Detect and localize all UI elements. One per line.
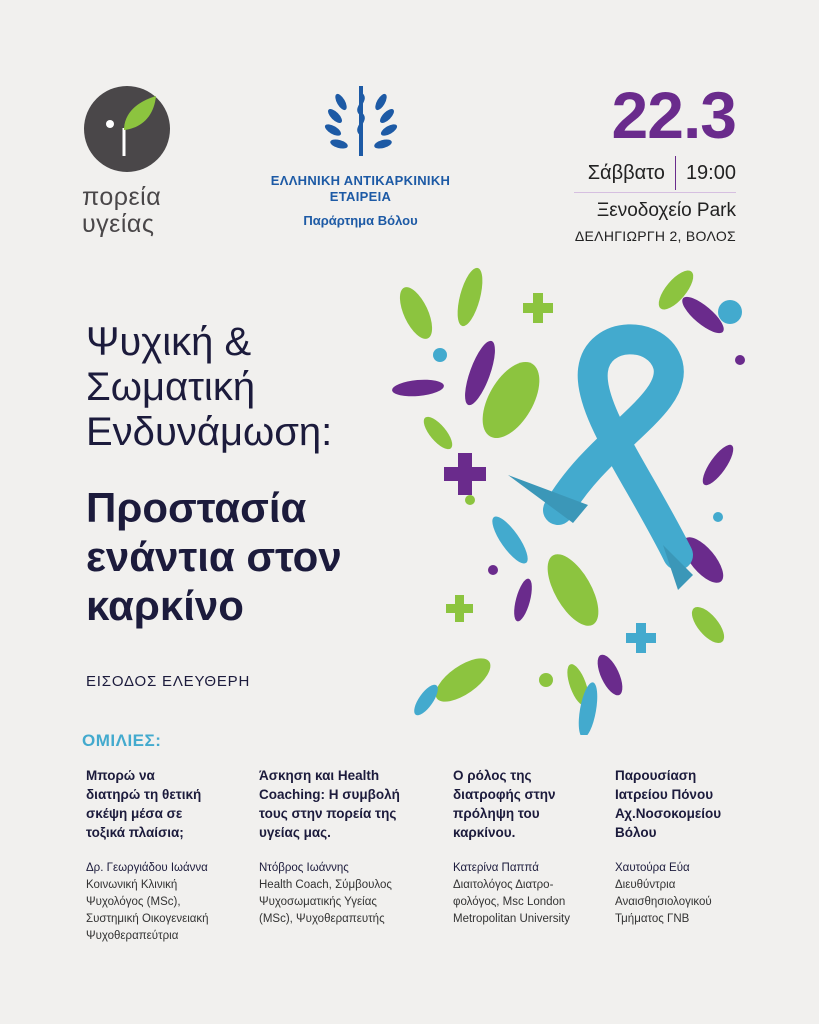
talk-title-line: τους στην πορεία της bbox=[259, 806, 397, 821]
speaker-name: Κατερίνα Παππά bbox=[453, 862, 539, 874]
talk-column bbox=[86, 766, 256, 945]
plus-icon bbox=[626, 623, 656, 653]
ribbon-illustration bbox=[378, 255, 778, 735]
venue-block bbox=[575, 200, 736, 244]
leaf-icon bbox=[487, 512, 534, 568]
role-line: Health Coach, Σύμβουλος bbox=[259, 879, 392, 891]
headline-bold-line-1: Προστασία bbox=[86, 484, 307, 531]
speaker-name: Χαυτούρα Εύα bbox=[615, 862, 690, 874]
leaf-icon bbox=[410, 681, 442, 719]
role-line: Ψυχοσωματικής Υγείας bbox=[259, 896, 377, 908]
role-line: φολόγος, Msc London bbox=[453, 896, 566, 908]
role-line: Διαιτολόγος Διατρο- bbox=[453, 879, 554, 891]
leaf-logo-icon bbox=[84, 86, 170, 172]
talk-title-line: Ιατρείου Πόνου bbox=[615, 787, 714, 802]
divider bbox=[675, 156, 676, 190]
role-line: Ψυχοθεραπεύτρια bbox=[86, 930, 179, 942]
talk-column bbox=[453, 766, 623, 928]
venue-name: Ξενοδοχείο Park bbox=[596, 200, 736, 221]
logo-line-1: πορεία bbox=[82, 183, 162, 211]
logo-text bbox=[80, 184, 190, 238]
talk-column bbox=[615, 766, 765, 928]
poreia-ygeias-logo bbox=[80, 86, 190, 238]
talk-title-line: διατροφής στην bbox=[453, 787, 556, 802]
talk-title-line: Παρουσίαση bbox=[615, 768, 697, 783]
speaker-role bbox=[453, 877, 623, 928]
hellenic-cancer-society-logo bbox=[258, 82, 463, 228]
leaf-icon bbox=[593, 651, 628, 698]
speaker-name: Δρ. Γεωργιάδου Ιωάννα bbox=[86, 862, 208, 874]
society-name bbox=[258, 173, 463, 205]
underline bbox=[574, 192, 736, 193]
role-line: Συστημική Οικογενειακή bbox=[86, 913, 209, 925]
talk-title bbox=[453, 766, 623, 848]
event-time: 19:00 bbox=[685, 161, 736, 184]
headline-line-2: Σωματική bbox=[86, 365, 256, 409]
talk-title-line: Ο ρόλος της bbox=[453, 768, 532, 783]
event-day: Σάββατο bbox=[587, 161, 665, 184]
free-entry-label: ΕΙΣΟΔΟΣ ΕΛΕΥΘΕΡΗ bbox=[86, 673, 251, 690]
day-time-row bbox=[561, 156, 736, 190]
talks-title: ΟΜΙΛΙΕΣ: bbox=[82, 731, 162, 750]
talk-title-line: καρκίνου. bbox=[453, 825, 516, 840]
talk-title bbox=[259, 766, 429, 848]
headline-bold bbox=[86, 483, 426, 630]
talk-title bbox=[615, 766, 765, 848]
talk-title-line: πρόληψη του bbox=[453, 806, 540, 821]
talk-title-line: Μπορώ να bbox=[86, 768, 155, 783]
talk-column bbox=[259, 766, 429, 928]
talk-title-line: σκέψη μέσα σε bbox=[86, 806, 183, 821]
role-line: Αναισθησιολογικού bbox=[615, 896, 712, 908]
logo-line-2: υγείας bbox=[82, 210, 155, 238]
speaker-name: Ντόβρος Ιωάννης bbox=[259, 862, 349, 874]
leaf-icon bbox=[393, 283, 438, 344]
role-line: Κοινωνική Κλινική bbox=[86, 879, 178, 891]
headline-bold-line-2: ενάντια στον bbox=[86, 533, 342, 580]
headline-line-3: Ενδυνάμωση: bbox=[86, 410, 333, 454]
leaf-icon bbox=[453, 265, 488, 328]
speaker-role bbox=[615, 877, 765, 928]
talk-title-line: Coaching: Η συμβολή bbox=[259, 787, 400, 802]
leaf-icon bbox=[419, 413, 457, 454]
society-name-line-1: ΕΛΛΗΝΙΚΗ ΑΝΤΙΚΑΡΚΙΝΙΚΗ bbox=[270, 173, 451, 188]
headline-light bbox=[86, 320, 416, 455]
role-line: (MSc), Ψυχοθεραπευτής bbox=[259, 913, 385, 925]
role-line: Ψυχολόγος (MSc), bbox=[86, 896, 181, 908]
speaker-role bbox=[259, 877, 429, 928]
branch-name: Παράρτημα Βόλου bbox=[303, 213, 418, 228]
laurel-staff-icon bbox=[311, 82, 411, 164]
role-line: Metropolitan University bbox=[453, 913, 570, 925]
plus-icon bbox=[523, 293, 553, 323]
talk-title-line: τοξικά πλαίσια; bbox=[86, 825, 184, 840]
leaf-icon bbox=[537, 546, 608, 633]
talk-title bbox=[86, 766, 256, 848]
leaf-icon bbox=[429, 650, 497, 710]
plus-icon bbox=[446, 595, 473, 622]
talk-title-line: Βόλου bbox=[615, 825, 657, 840]
plus-icon bbox=[444, 453, 486, 495]
speaker-role bbox=[86, 877, 256, 945]
headline-line-1: Ψυχική & bbox=[86, 320, 252, 364]
talk-title-line: διατηρώ τη θετική bbox=[86, 787, 202, 802]
venue-address: ΔΕΛΗΓΙΩΡΓΗ 2, ΒΟΛΟΣ bbox=[574, 228, 736, 244]
event-date: 22.3 bbox=[611, 78, 736, 152]
headline-bold-line-3: καρκίνο bbox=[86, 582, 244, 629]
leaf-icon bbox=[511, 577, 536, 623]
leaf-icon bbox=[698, 441, 739, 489]
role-line: Τμήματος ΓΝΒ bbox=[615, 913, 690, 925]
event-date-block bbox=[561, 80, 736, 193]
talk-title-line: υγείας μας. bbox=[259, 825, 331, 840]
leaf-icon bbox=[391, 378, 444, 398]
talk-title-line: Άσκηση και Health bbox=[259, 768, 380, 783]
society-name-line-2: ΕΤΑΙΡΕΙΑ bbox=[329, 189, 392, 204]
role-line: Διευθύντρια bbox=[615, 879, 676, 891]
talk-title-line: Αχ.Νοσοκομείου bbox=[615, 806, 722, 821]
leaf-icon bbox=[686, 602, 730, 649]
